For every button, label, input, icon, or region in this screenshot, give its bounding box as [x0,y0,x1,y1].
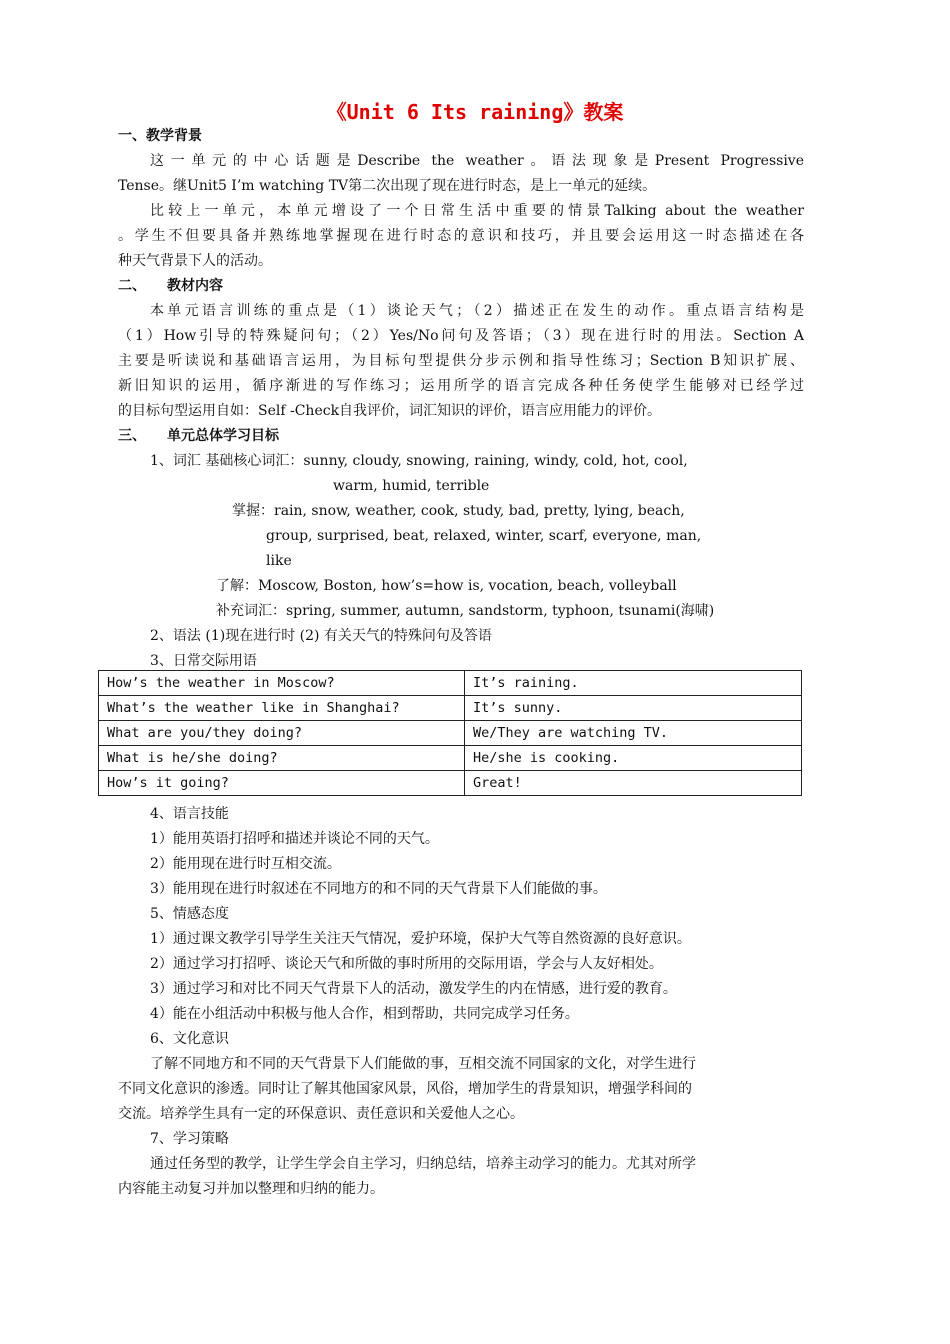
list-item: 1）能用英语打招呼和描述并谈论不同的天气。 [150,831,439,847]
paragraph-line: 本单元语言训练的重点是（1）谈论天气；（2）描述正在发生的动作。重点语言结构是 [150,303,804,319]
paragraph-line: 通过任务型的教学，让学生学会自主学习，归纳总结，培养主动学习的能力。尤其对所学 [150,1156,696,1172]
table-cell-question: How’s the weather in Moscow? [99,671,465,696]
table-cell-answer: It’s raining. [465,671,802,696]
vocab-core-line: 1、词汇 基础核心词汇：sunny, cloudy, snowing, raining, windy, cold, hot, cool, [150,453,688,469]
paragraph-line: 这一单元的中心话题是Describe the weather。语法现象是Present Progressive [150,153,804,169]
strategy-heading: 7、学习策略 [150,1131,229,1147]
paragraph-line: 不同文化意识的渗透。同时让了解其他国家风景，风俗，增加学生的背景知识，增强学科间的 [118,1081,692,1097]
vocab-know-line: 了解：Moscow, Boston, how’s=how is, vocation, beach, volleyball [216,578,677,594]
table-cell-answer: Great! [465,771,802,796]
table-row [99,746,802,771]
vocab-master-line: 掌握：rain, snow, weather, cook, study, bad, pretty, lying, beach, [232,503,685,519]
vocab-master-line: group, surprised, beat, relaxed, winter, scarf, everyone, man, [266,528,702,544]
list-item: 2）能用现在进行时互相交流。 [150,856,341,872]
paragraph-line: Tense。继Unit5 I’m watching TV第二次出现了现在进行时态，是上一单元的延续。 [118,178,657,194]
table-cell-answer: It’s sunny. [465,696,802,721]
table-cell-question: What are you/they doing? [99,721,465,746]
attitude-heading: 5、情感态度 [150,906,229,922]
paragraph-line: 种天气背景下人的活动。 [118,253,272,269]
phrases-table [98,670,802,796]
section-heading-goals: 三、 单元总体学习目标 [118,428,279,444]
table-cell-question: What’s the weather like in Shanghai? [99,696,465,721]
paragraph-line: 内容能主动复习并加以整理和归纳的能力。 [118,1181,384,1197]
table-cell-question: How’s it going? [99,771,465,796]
section-heading-content: 二、 教材内容 [118,278,223,294]
list-item: 2）通过学习打招呼、谈论天气和所做的事时所用的交际用语，学会与人友好相处。 [150,956,663,972]
table-cell-answer: We/They are watching TV. [465,721,802,746]
culture-heading: 6、文化意识 [150,1031,229,1047]
table-cell-question: What is he/she doing? [99,746,465,771]
table-row [99,771,802,796]
phrases-heading: 3、日常交际用语 [150,653,257,669]
document-title: 《Unit 6 Its raining》教案 [326,100,624,124]
paragraph-line: 。学生不但要具备并熟练地掌握现在进行时态的意识和技巧，并且要会运用这一时态描述在各 [118,228,804,244]
vocab-core-line: warm, humid, terrible [333,478,490,494]
paragraph-line: 了解不同地方和不同的天气背景下人们能做的事，互相交流不同国家的文化，对学生进行 [150,1056,696,1072]
table-cell-answer: He/she is cooking. [465,746,802,771]
paragraph-line: 比较上一单元，本单元增设了一个日常生活中重要的情景Talking about the weather [150,203,804,219]
paragraph-line: 交流。培养学生具有一定的环保意识、责任意识和关爱他人之心。 [118,1106,524,1122]
list-item: 1）通过课文教学引导学生关注天气情况，爱护环境，保护大气等自然资源的良好意识。 [150,931,691,947]
grammar-line: 2、语法 (1)现在进行时 (2) 有关天气的特殊问句及答语 [150,628,492,644]
table-row [99,671,802,696]
section-heading-background: 一、教学背景 [118,128,202,144]
table-row [99,721,802,746]
paragraph-line: 主要是听读说和基础语言运用，为目标句型提供分步示例和指导性练习；Section B知识扩展、 [118,353,804,369]
paragraph-line: 新旧知识的运用，循序渐进的写作练习；运用所学的语言完成各种任务使学生能够对已经学过 [118,378,804,394]
list-item: 3）能用现在进行时叙述在不同地方的和不同的天气背景下人们能做的事。 [150,881,607,897]
list-item: 4）能在小组活动中积极与他人合作，相到帮助，共同完成学习任务。 [150,1006,579,1022]
vocab-extra-line: 补充词汇：spring, summer, autumn, sandstorm, typhoon, tsunami(海啸) [216,603,715,619]
paragraph-line: （1）How引导的特殊疑问句；（2）Yes/No问句及答语；（3）现在进行时的用法。Section A [118,328,804,344]
table-row [99,696,802,721]
skills-heading: 4、语言技能 [150,806,229,822]
list-item: 3）通过学习和对比不同天气背景下人的活动，激发学生的内在情感，进行爱的教育。 [150,981,677,997]
vocab-master-line: like [266,553,292,569]
paragraph-line: 的目标句型运用自如：Self -Check自我评价，词汇知识的评价，语言应用能力的评价。 [118,403,662,419]
